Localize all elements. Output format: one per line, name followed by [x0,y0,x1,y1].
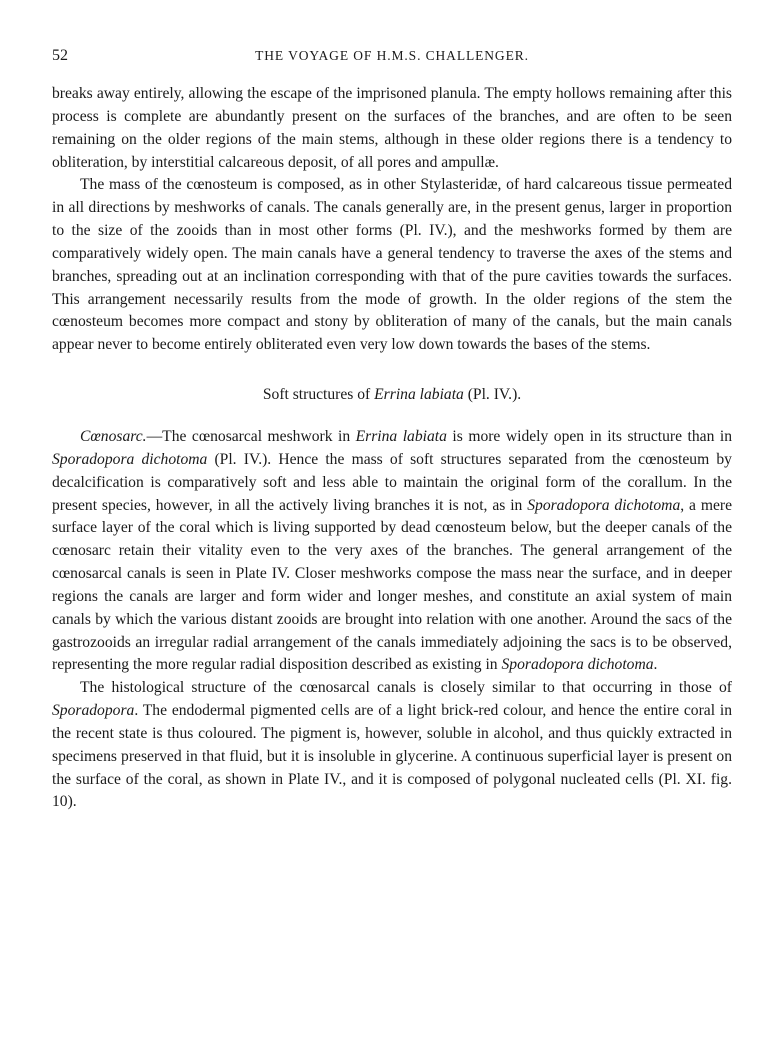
text-run: (Pl. IV.). Hence the mass of soft structures separated from the cœnosteum by decalcification is comparatively soft and less able to maintain the original form of the corallum. In the present species, however, in all the actively living branches it is not, as in [52,450,732,514]
running-head [52,47,732,69]
paragraph-4 [52,677,732,814]
section-heading-suffix: (Pl. IV.). [463,386,522,404]
paragraph-3 [52,426,732,677]
species-name: Sporadopora dichotoma [527,496,681,514]
text-run: . The endodermal pigmented cells are of a light brick-red colour, and hence the entire coral in the recent state is thus coloured. The pigment is, however, soluble in alcohol, and thus quickly extracted in specimens preserved in that fluid, but it is insoluble in glycerine. A continuous superficial layer is present on the surface of the coral, as shown in Plate IV., and it is composed of polygonal nucleated cells (Pl. XI. fig. 10). [52,702,732,811]
page-body [52,83,732,814]
paragraph-2 [52,174,732,357]
species-name: Sporadopora dichotoma [52,450,208,468]
text-run: The histological structure of the cœnosarcal canals is closely similar to that occurring in those of [80,679,732,697]
section-heading-prefix: Soft structures of [262,386,375,404]
paragraph-text: breaks away entirely, allowing the escape of the imprisoned planula. The empty hollows remaining after this process is complete are abundantly present on the surfaces of the branches, and are often to be seen remaining on the older regions of the main stems, although in these older regions there is a tendency to obliteration, by interstitial calcareous deposit, of all pores and ampullæ. [52,85,732,171]
text-run: , a mere surface layer of the coral which is living supported by dead cœnosteum below, but the deeper canals of the cœnosarc retain their vitality even to the very axes of the branches. The general arrangement of the cœnosarcal canals is seen in Plate IV. Closer meshworks compose the mass near the surface, and in deeper regions the canals are larger and form wider and longer meshes, and constitute an axial system of main canals by which the various distant zooids are brought into relation with one another. Around the sacs of the gastrozooids an irregular radial arrangement of the canals immediately adjoining the sacs is to be observed, representing the more regular radial disposition described as existing in [52,496,732,674]
paragraph-1 [52,83,732,174]
text-run: —The cœnosarcal meshwork in [146,427,356,445]
paragraph-text: The mass of the cœnosteum is composed, as in other Stylasteridæ, of hard calcareous tissue permeated in all directions by meshworks of canals. The canals generally are, in the present genus, larger in proportion to the size of the zooids than in most other forms (Pl. IV.), and the meshworks formed by them are comparatively widely open. The main canals have a general tendency to traverse the axes of the stems and branches, spreading out at an inclination corresponding with that of the pure cavities towards the surfaces. This arrangement necessarily results from the mode of growth. In the older regions of the stem the cœnosteum becomes more compact and stony by obliteration of many of the canals, but the main canals appear never to become entirely obliterated even very low down towards the bases of the stems. [52,176,732,354]
section-heading [52,384,732,407]
run-in-heading: Cœnosarc. [80,427,147,445]
text-run: is more widely open in its structure than in [446,427,732,445]
section-heading-species: Errina labiata [374,386,464,404]
species-name: Sporadopora dichotoma [501,656,654,674]
page-number: 52 [52,47,68,64]
text-run: . [653,656,658,674]
running-title: THE VOYAGE OF H.M.S. CHALLENGER. [255,48,529,63]
species-name: Errina labiata [355,427,447,445]
genus-name: Sporadopora [52,702,135,720]
